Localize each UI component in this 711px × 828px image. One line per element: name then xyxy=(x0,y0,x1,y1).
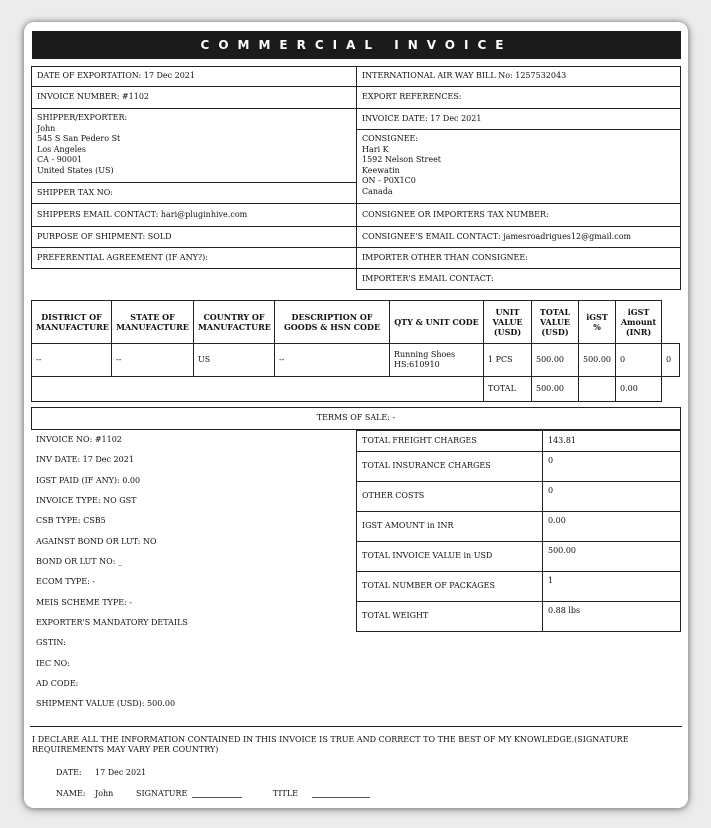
declaration-divider xyxy=(30,726,682,727)
col-spacer xyxy=(662,301,680,344)
col-unit-value: UNIT VALUE (USD) xyxy=(484,301,532,344)
shipper-tax-no: SHIPPER TAX NO: xyxy=(31,182,357,204)
cell-total-value: 500.00 xyxy=(579,344,616,377)
charge-value: 0.00 xyxy=(542,511,681,542)
cell-unit-value: 500.00 xyxy=(532,344,579,377)
detail-invoice-no: INVOICE NO: #1102 xyxy=(36,435,122,444)
footer-date-value: 17 Dec 2021 xyxy=(95,768,147,777)
date-of-exportation: DATE OF EXPORTATION: 17 Dec 2021 xyxy=(31,66,357,87)
total-row xyxy=(32,377,680,402)
consignee-tax-number: CONSIGNEE OR IMPORTERS TAX NUMBER: xyxy=(356,203,681,227)
charge-value: 1 xyxy=(542,571,681,602)
importer-other-than-consignee: IMPORTER OTHER THAN CONSIGNEE: xyxy=(356,247,681,269)
detail-igst-paid: IGST PAID (IF ANY): 0.00 xyxy=(36,476,141,485)
invoice-number: INVOICE NUMBER: #1102 xyxy=(31,86,357,109)
title-line xyxy=(312,789,370,798)
terms-of-sale: TERMS OF SALE: - xyxy=(31,407,681,430)
col-district: DISTRICT OF MANUFACTURE xyxy=(32,301,112,344)
footer-signature-label: SIGNATURE xyxy=(136,789,188,798)
shipper-email: SHIPPERS EMAIL CONTACT: hari@pluginhive.com xyxy=(31,203,357,227)
consignee-email: CONSIGNEE'S EMAIL CONTACT: jamesroadrigues12@gmail.com xyxy=(356,226,681,248)
charge-label: TOTAL FREIGHT CHARGES xyxy=(356,430,543,452)
importer-email: IMPORTER'S EMAIL CONTACT: xyxy=(356,268,681,290)
cell-description: -- xyxy=(275,344,390,377)
invoice-date: INVOICE DATE: 17 Dec 2021 xyxy=(356,108,681,130)
shipper-address: SHIPPER/EXPORTER: John 545 S San Pedero St Los Angeles CA - 90001 United States (US) xyxy=(31,108,357,183)
detail-gstin: GSTIN: xyxy=(36,638,66,647)
detail-bond-lut: AGAINST BOND OR LUT: NO xyxy=(36,537,157,546)
charge-label: IGST AMOUNT in INR xyxy=(356,511,543,542)
detail-ecom-type: ECOM TYPE: - xyxy=(36,577,96,586)
col-igst-percent: iGST % xyxy=(579,301,616,344)
cell-country: US xyxy=(194,344,275,377)
preferential-agreement: PREFERENTIAL AGREEMENT (IF ANY?): xyxy=(31,247,357,269)
total-empty xyxy=(579,377,616,402)
footer-name-label: NAME: xyxy=(56,789,86,798)
col-igst-amount: iGST Amount (INR) xyxy=(616,301,662,344)
goods-header-row xyxy=(32,301,680,344)
col-country: COUNTRY OF MANUFACTURE xyxy=(194,301,275,344)
cell-qty: 1 PCS xyxy=(484,344,532,377)
col-total-value: TOTAL VALUE (USD) xyxy=(532,301,579,344)
charge-label: OTHER COSTS xyxy=(356,481,543,512)
detail-csb-type: CSB TYPE: CSB5 xyxy=(36,516,106,525)
cell-district: -- xyxy=(32,344,112,377)
invoice-page xyxy=(24,22,688,808)
detail-mandatory-heading: EXPORTER'S MANDATORY DETAILS xyxy=(36,618,188,627)
declaration-text: I DECLARE ALL THE INFORMATION CONTAINED IN THIS INVOICE IS TRUE AND CORRECT TO THE BEST OF MY KNOWLEDGE.(SIGNATURE REQUIREMENTS MAY VARY PER COUNTRY) xyxy=(32,735,629,754)
charge-label: TOTAL NUMBER OF PACKAGES xyxy=(356,571,543,602)
footer-date-label: DATE: xyxy=(56,768,82,777)
cell-igst-percent: 0 xyxy=(616,344,662,377)
detail-shipment-value: SHIPMENT VALUE (USD): 500.00 xyxy=(36,699,176,708)
consignee-address: CONSIGNEE: Hari K 1592 Nelson Street Keewatin ON - P0X1C0 Canada xyxy=(356,129,681,204)
col-qty: QTY & UNIT CODE xyxy=(390,301,484,344)
purpose-of-shipment: PURPOSE OF SHIPMENT: SOLD xyxy=(31,226,357,248)
export-references: EXPORT REFERENCES: xyxy=(356,86,681,109)
footer-name-value: John xyxy=(95,789,114,798)
cell-goods: Running Shoes HS:610910 xyxy=(390,344,484,377)
total-igst: 0.00 xyxy=(616,377,662,402)
footer-title-label: TITLE xyxy=(273,789,298,798)
invoice-title: COMMERCIAL INVOICE xyxy=(32,31,681,59)
air-waybill-number: INTERNATIONAL AIR WAY BILL No: 1257532043 xyxy=(356,66,681,87)
charge-value: 0 xyxy=(542,481,681,512)
goods-table xyxy=(31,300,680,402)
detail-inv-date: INV DATE: 17 Dec 2021 xyxy=(36,455,134,464)
col-description: DESCRIPTION OF GOODS & HSN CODE xyxy=(275,301,390,344)
charge-label: TOTAL INSURANCE CHARGES xyxy=(356,451,543,482)
charge-value: 0.88 lbs xyxy=(542,601,681,632)
cell-igst-amount: 0 xyxy=(662,344,680,377)
charge-value: 143.81 xyxy=(542,430,681,452)
charge-value: 500.00 xyxy=(542,541,681,572)
cell-state: -- xyxy=(112,344,194,377)
charge-label: TOTAL WEIGHT xyxy=(356,601,543,632)
charge-value: 0 xyxy=(542,451,681,482)
detail-ad-code: AD CODE: xyxy=(36,679,79,688)
table-row xyxy=(32,344,680,377)
col-state: STATE OF MANUFACTURE xyxy=(112,301,194,344)
signature-line xyxy=(192,789,242,798)
detail-iec-no: IEC NO: xyxy=(36,659,70,668)
detail-meis-scheme: MEIS SCHEME TYPE: - xyxy=(36,598,132,607)
total-spacer xyxy=(32,377,484,402)
charge-label: TOTAL INVOICE VALUE in USD xyxy=(356,541,543,572)
total-value: 500.00 xyxy=(532,377,579,402)
total-pad xyxy=(662,377,680,402)
total-label: TOTAL xyxy=(484,377,532,402)
detail-invoice-type: INVOICE TYPE: NO GST xyxy=(36,496,137,505)
detail-bond-lut-no: BOND OR LUT NO: _ xyxy=(36,557,122,566)
